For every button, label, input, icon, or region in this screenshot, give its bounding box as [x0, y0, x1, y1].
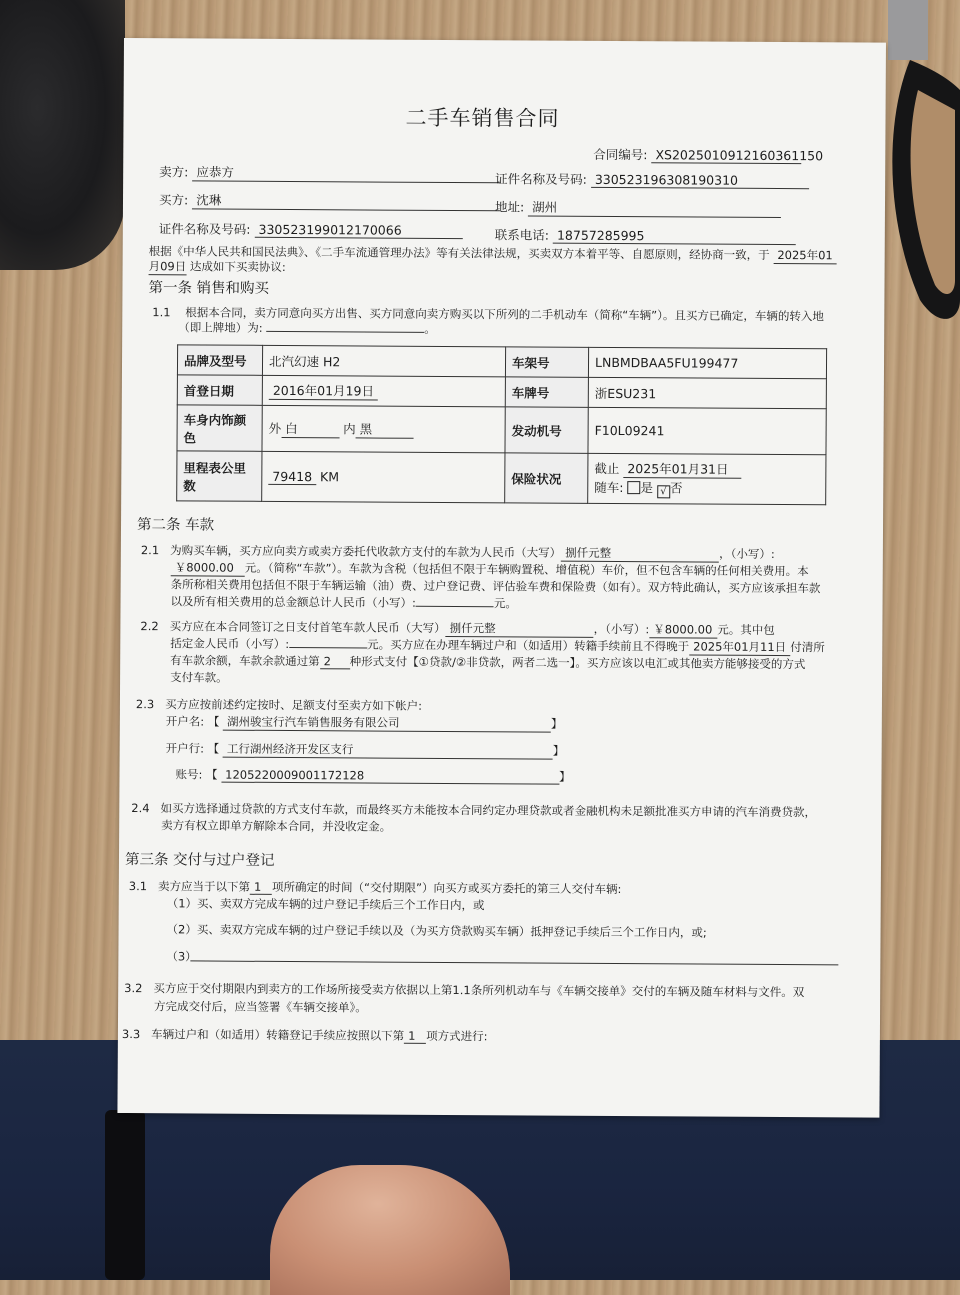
s21-num: 2.1 — [140, 543, 160, 558]
s22-date: 2025年01月11日 — [689, 638, 790, 656]
plate-label: 车牌号 — [505, 377, 588, 408]
s33-num: 3.3 — [121, 1027, 141, 1042]
table-row — [177, 405, 826, 455]
table-row — [177, 345, 826, 379]
buyer-id-row — [159, 219, 463, 239]
s21-text-f: 元。 — [493, 596, 517, 611]
table-row — [177, 375, 826, 409]
s31-item: 1 — [250, 880, 272, 895]
s22-num: 2.2 — [140, 619, 159, 634]
buyer-label: 买方: — [158, 192, 189, 208]
int-label: 内 — [343, 421, 356, 437]
reg-label: 首登日期 — [177, 375, 262, 406]
s11-line2 — [178, 319, 436, 337]
address-row — [495, 197, 781, 218]
s21-line4 — [171, 593, 517, 611]
vehicle-table — [176, 344, 827, 505]
preamble-line2 — [149, 258, 286, 276]
seller-id-value: 330523196308190310 — [591, 172, 809, 189]
yes-label: 是 — [640, 480, 654, 496]
s24-line2: 卖方有权立即单方解除本合同，并没收定金。 — [161, 818, 392, 834]
contract-paper — [117, 38, 886, 1118]
preamble-text-2: 达成如下买卖协议: — [189, 259, 286, 274]
acct-name-value: 湖州骏宝行汽车销售服务有限公司 — [223, 714, 551, 733]
ins-label: 保险状况 — [505, 453, 588, 504]
s33-text-b: 项方式进行: — [426, 1028, 488, 1044]
s21-line3: 条所称相关费用包括但不限于车辆运输（油）费、过户登记费、评估验车费和保险费（如有）。双方特此确认，买方应该承担车款 — [170, 577, 821, 596]
s31-text-a: 卖方应当于以下第 — [158, 879, 251, 894]
acct-no-label: 账号: — [175, 767, 203, 782]
s22-text-c: 元。其中包 — [717, 622, 775, 637]
s21-amount-cn: 捌仟元整 — [561, 545, 719, 563]
buyer-value: 沈琳 — [192, 190, 500, 211]
s22-way: 2 — [320, 654, 350, 669]
contract-no-row — [593, 145, 824, 164]
s22-amount: ￥8000.00 — [649, 621, 717, 638]
s22-line4: 支付车款。 — [170, 670, 228, 685]
brand-value: 北汽幻速 H2 — [262, 345, 505, 376]
buyer-id-value: 330523199012170066 — [254, 222, 462, 239]
ins-until-label: 截止 — [594, 460, 620, 477]
s31-line — [129, 878, 622, 897]
dark-object-top-left — [0, 0, 125, 270]
s24-num: 2.4 — [131, 801, 150, 816]
phone-row — [495, 225, 796, 245]
reg-value: 2016年01月19日 — [269, 381, 378, 401]
acct-no-value: 1205220009001172128 — [221, 768, 559, 785]
s22-text-b: ，（小写）: — [593, 621, 650, 637]
s32-line1 — [124, 980, 804, 1000]
ext-value: 白 — [281, 419, 339, 438]
acct-name-row: 开户名: 【 湖州骏宝行汽车销售服务有限公司 】 — [165, 714, 563, 731]
bank-value: 工行湖州经济开发区支行 — [223, 741, 553, 760]
s22-text-g: 有车款余额，车款余款通过第 — [170, 653, 320, 669]
s33-text-a: 车辆过户和（如适用）转籍登记手续应按照以下第 — [151, 1027, 405, 1043]
yes-checkbox[interactable] — [627, 481, 640, 494]
preamble-text: 根据《中华人民共和国民法典》、《二手车流通管理办法》等有关法律法规，买卖双方本着平等、自愿原则，经协商一致，于 — [148, 244, 770, 262]
acct-name-label: 开户名: — [165, 714, 205, 729]
seller-id-label: 证件名称及号码: — [495, 171, 587, 187]
s23-text: 买方应按前述约定按时、足额支付至卖方如下帐户: — [165, 697, 423, 713]
s23-line — [136, 696, 422, 714]
vin-label: 车架号 — [505, 347, 588, 378]
contract-title: 二手车销售合同 — [405, 105, 560, 131]
s31-num: 3.1 — [128, 879, 148, 894]
s21-text-c: 元。（简称“车款”）。车款为含税（包括但不限于车辆购置税、增值税）车价，但不包含车辆的任何相关费用。本 — [244, 560, 809, 579]
seller-id-row — [495, 169, 809, 189]
s22-amount-cn: 捌仟元整 — [446, 620, 594, 638]
contract-no-value: XS2025010912160361150 — [651, 147, 801, 164]
s22-text-a: 买方应在本合同签订之日支付首笔车款人民币（大写） — [169, 619, 446, 635]
ins-with-label: 随车: — [594, 479, 624, 496]
s31-text-b: 项所确定的时间（“交付期限”）向买方或买方委托的第三人交付车辆: — [272, 879, 622, 897]
engine-value: F10L09241 — [588, 407, 826, 454]
s21-text-e: 以及所有相关费用的总金额总计人民币（小写）: — [170, 594, 416, 610]
s22-text-e: 元。买方应在办理车辆过户和（如适用）转籍手续前且不得晚于 — [367, 637, 690, 654]
s11-text2: （即上牌地）为: — [178, 320, 263, 335]
scissors-image — [880, 0, 960, 330]
seller-label: 卖方: — [159, 164, 189, 180]
s31-option-1: （1）买、卖双方完成车辆的过户登记手续后三个工作日内，或 — [166, 896, 485, 913]
seller-row — [159, 162, 500, 183]
no-checkbox[interactable]: √ — [657, 485, 670, 498]
phone-label: 联系电话: — [494, 227, 550, 243]
acct-no-row: 账号: 【 1205220009001172128 】 — [175, 767, 571, 784]
s33-item: 1 — [404, 1029, 426, 1044]
odo-unit: KM — [320, 468, 340, 484]
buyer-id-label: 证件名称及号码: — [158, 221, 251, 237]
s31-option-3-blank — [190, 960, 838, 965]
buyer-row — [159, 190, 500, 211]
ins-until-value: 2025年01月31日 — [623, 459, 741, 479]
s23-num: 2.3 — [135, 697, 155, 712]
s22-line3 — [170, 652, 805, 672]
vin-value: LNBMDBAA5FU199477 — [588, 347, 826, 378]
ext-label: 外 — [268, 420, 282, 436]
section3-title: 第三条 交付与过户登记 — [124, 852, 275, 869]
table-row — [177, 451, 826, 505]
section2-title: 第二条 车款 — [136, 517, 215, 534]
address-label: 地址: — [494, 199, 525, 215]
phone-edge — [105, 1110, 145, 1280]
odo-label: 里程表公里数 — [177, 451, 262, 502]
seller-value: 应恭方 — [192, 162, 500, 183]
s22-text-f: 付清所 — [790, 640, 825, 655]
engine-label: 发动机号 — [505, 407, 588, 454]
section1-title: 第一条 销售和购买 — [148, 280, 270, 297]
s21-text-a: 为购买车辆，买方应向卖方或卖方委托代收款方支付的车款为人民币（大写） — [170, 543, 562, 560]
address-value: 湖州 — [528, 197, 781, 218]
s11-period: 。 — [424, 321, 436, 336]
plate-value: 浙ESU231 — [588, 377, 826, 408]
preamble-date-b: 月09日 — [148, 259, 187, 274]
bank-row: 开户行: 【 工行湖州经济开发区支行 】 — [165, 741, 565, 758]
bank-label: 开户行: — [165, 741, 205, 756]
s32-num: 3.2 — [124, 981, 143, 996]
s32-text-a: 买方应于交付期限内到卖方的工作场所接受卖方依据以上第1.1条所列机动车与《车辆交接单》交付的车辆及随车材料与文件。双 — [153, 981, 805, 1000]
s24-text-a: 如买方选择通过贷款的方式支付车款，而最终买方未能按本合同约定办理贷款或者金融机构未足额批准买方申请的汽车消费贷款， — [160, 801, 817, 820]
s22-text-h: 种形式支付【①贷款/②非贷款，两者二选一】。买方应该以电汇或其他卖方能够接受的方式 — [349, 654, 806, 672]
s31-option-2: （2）买、卖双方完成车辆的过户登记手续以及（为买方贷款购买车辆）抵押登记手续后三个工作日内，或; — [166, 922, 707, 940]
s33-line — [122, 1026, 488, 1044]
s11-text: 根据本合同，卖方同意向买方出售、买方同意向卖方购买以下所列的二手机动车（简称“车辆”）。且买方已确定，车辆的转入地 — [185, 305, 824, 324]
contract-no-label: 合同编号: — [593, 146, 648, 163]
s11-num: 1.1 — [152, 305, 171, 320]
preamble-date-a: 2025年01 — [773, 247, 837, 264]
int-value: 黑 — [356, 419, 414, 438]
s22-text-d: 括定金人民币（小写）: — [170, 636, 290, 652]
brand-label: 品牌及型号 — [177, 345, 262, 376]
no-label: 否 — [669, 480, 683, 496]
s31-option-3: （3） — [166, 949, 197, 964]
phone-value: 18757285995 — [553, 228, 796, 245]
color-label: 车身内饰颜色 — [177, 405, 262, 452]
s21-text-b: ，（小写）: — [719, 546, 775, 561]
s21-amount: ￥8000.00 — [171, 559, 245, 576]
odo-value: 79418 — [268, 468, 316, 484]
s32-line2: 方完成交付后，应当签署《车辆交接单》。 — [154, 999, 367, 1015]
